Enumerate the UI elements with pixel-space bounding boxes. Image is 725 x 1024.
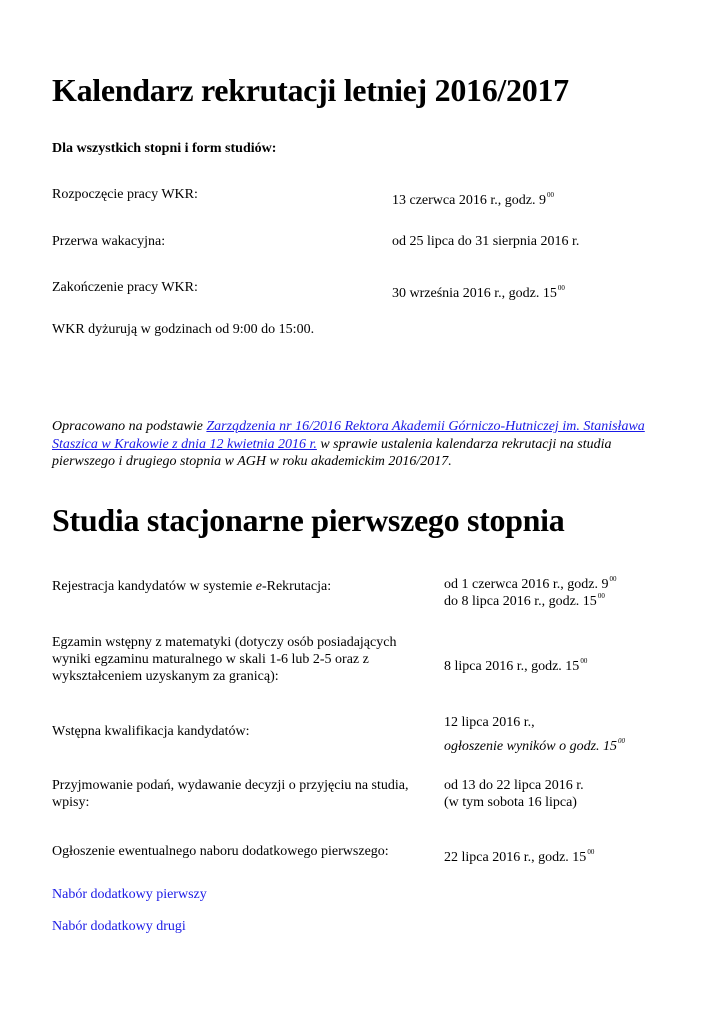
schedule-value-admission-note: (w tym sobota 16 lipca)	[444, 795, 577, 810]
row-value-start: 13 czerwca 2016 r., godz. $9^{00}$	[392, 191, 554, 208]
schedule-label-exam-l1: Egzamin wstępny z matematyki (dotyczy osób posiadających	[52, 635, 397, 650]
schedule-label-qualification: Wstępna kwalifikacja kandydatów:	[52, 724, 250, 739]
schedule-value-qualification-date: 12 lipca 2016 r.,	[444, 715, 535, 730]
row-value-end: 30 września 2016 r., godz. $15^{00}$	[392, 284, 565, 301]
regulation-link-cont[interactable]: Staszica w Krakowie z dnia 12 kwietnia 2016 r.	[52, 437, 317, 452]
row-label-start: Rozpoczęcie pracy WKR:	[52, 187, 198, 202]
page-title: Kalendarz rekrutacji letniej 2016/2017	[52, 72, 569, 108]
schedule-value-registration-to: do 8 lipca 2016 r., godz. $15^{00}$	[444, 592, 605, 609]
schedule-value-qualification-results: ogłoszenie wyników o godz. $15^{00}$	[444, 737, 626, 754]
schedule-value-registration-from: od 1 czerwca 2016 r., godz. $9^{00}$	[444, 575, 617, 592]
superscript: 00	[546, 191, 554, 199]
duty-hours-text: WKR dyżurują w godzinach od 9:00 do 15:00.	[52, 322, 315, 337]
schedule-value-admission-range: od 13 do 22 lipca 2016 r.	[444, 778, 584, 793]
intro-label: Dla wszystkich stopni i form studiów:	[52, 141, 277, 156]
section-title: Studia stacjonarne pierwszego stopnia	[52, 502, 565, 538]
schedule-value-additional: 22 lipca 2016 r., godz. $15^{00}$	[444, 848, 595, 865]
schedule-label-registration: Rejestracja kandydatów w systemie e-Rekrutacja:	[52, 579, 332, 594]
source-note-line1: Opracowano na podstawie Zarządzenia nr 16/2016 Rektora Akademii Górniczo-Hutniczej im. Stanisława	[52, 419, 645, 434]
source-note-line2: Staszica w Krakowie z dnia 12 kwietnia 2016 r. w sprawie ustalenia kalendarza rekrutacji na studia	[52, 437, 612, 452]
row-label-end: Zakończenie pracy WKR:	[52, 280, 198, 295]
schedule-label-additional: Ogłoszenie ewentualnego naboru dodatkowego pierwszego:	[52, 844, 389, 859]
link-additional-second[interactable]: Nabór dodatkowy drugi	[52, 919, 186, 934]
source-note-line3: pierwszego i drugiego stopnia w AGH w roku akademickim 2016/2017.	[52, 454, 452, 469]
schedule-label-admission-l1: Przyjmowanie podań, wydawanie decyzji o przyjęciu na studia,	[52, 778, 409, 793]
row-value-break: od 25 lipca do 31 sierpnia 2016 r.	[392, 234, 580, 249]
superscript: 00	[557, 284, 565, 292]
link-additional-first[interactable]: Nabór dodatkowy pierwszy	[52, 887, 207, 902]
row-label-break: Przerwa wakacyjna:	[52, 234, 166, 249]
schedule-value-exam: 8 lipca 2016 r., godz. $15^{00}$	[444, 657, 588, 674]
schedule-label-admission-l2: wpisy:	[52, 795, 90, 810]
regulation-link[interactable]: Zarządzenia nr 16/2016 Rektora Akademii Górniczo-Hutniczej im. Stanisława	[206, 419, 645, 434]
schedule-label-exam-l3: wykształceniem uzyskanym za granicą):	[52, 669, 279, 684]
schedule-label-exam-l2: wyniki egzaminu maturalnego w skali 1-6 lub 2-5 oraz z	[52, 652, 369, 667]
